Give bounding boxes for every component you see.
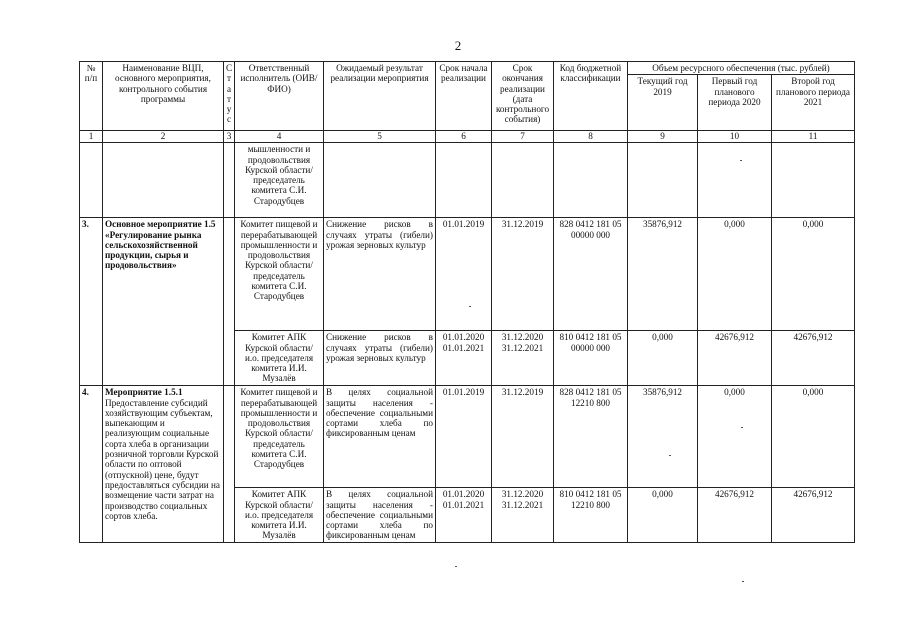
scan-speck <box>469 306 471 307</box>
colnum-9: 9 <box>628 131 698 143</box>
row4b-2019: 0,000 <box>628 488 698 543</box>
row4-2019: 35876,912 <box>628 386 698 488</box>
row3-num: 3. <box>80 218 103 386</box>
continuation-executor: мышленности и продовольствия Курской области/ председатель комитета С.И. Стародубцев <box>235 143 324 218</box>
row4-executor: Комитет пищевой и перерабатывающей промышленности и продовольствия Курской области/ председатель комитета С.И. Стародубцев <box>235 386 324 488</box>
row3-name: Основное мероприятие 1.5 «Регулирование рынка сельскохозяйственной продукции, сырья и продовольствия» <box>103 218 224 386</box>
row3-2020: 0,000 <box>698 218 772 331</box>
header-num: № п/п <box>80 62 103 131</box>
row4-2021: 0,000 <box>772 386 855 488</box>
colnum-5: 5 <box>324 131 436 143</box>
header-start: Срок начала реализации <box>436 62 492 131</box>
row4-start: 01.01.2019 <box>436 386 492 488</box>
scan-speck <box>669 455 671 456</box>
resource-table <box>79 61 855 543</box>
colnum-3: 3 <box>224 131 235 143</box>
colnum-6: 6 <box>436 131 492 143</box>
row4-kbk: 828 0412 181 05 12210 800 <box>554 386 628 488</box>
header-2021: Второй год планового периода 2021 <box>772 75 855 131</box>
table-row <box>80 218 855 331</box>
row3b-2021: 42676,912 <box>772 331 855 386</box>
colnum-2: 2 <box>103 131 224 143</box>
colnum-10: 10 <box>698 131 772 143</box>
row3-result: Снижение рисков в случаях утраты (гибели) урожая зерновых культур <box>324 218 436 331</box>
row3b-end: 31.12.2020 31.12.2021 <box>492 331 554 386</box>
row3b-result: Снижение рисков в случаях утраты (гибели) урожая зерновых культур <box>324 331 436 386</box>
scan-speck <box>455 566 457 567</box>
header-row <box>80 62 855 75</box>
table-row <box>80 143 855 218</box>
row4b-end: 31.12.2020 31.12.2021 <box>492 488 554 543</box>
page-number: 2 <box>454 38 462 53</box>
scan-speck <box>741 427 743 428</box>
row4b-kbk: 810 0412 181 05 12210 800 <box>554 488 628 543</box>
row4-name-text: Предоставление субсидий хозяйствующим субъектам, выпекающим и реализующим социальные сорта хлеба в организации розничной торговли Курской области по оптовой (отпускной) цене, будут предоставляться субсидии на возмещение части затрат на производство социальных сортов хлеба. <box>105 397 220 521</box>
row4-name <box>103 386 224 543</box>
colnum-1: 1 <box>80 131 103 143</box>
row4b-result: В целях социальной защиты населения - обеспечение социальными сортами хлеба по фиксированным ценам <box>324 488 436 543</box>
header-resources: Объем ресурсного обеспечения (тыс. рублей) <box>628 62 855 75</box>
row4-num: 4. <box>80 386 103 543</box>
column-number-row <box>80 131 855 143</box>
header-2020: Первый год планового периода 2020 <box>698 75 772 131</box>
scan-speck <box>742 581 744 582</box>
row3b-executor: Комитет АПК Курской области/ и.о. председателя комитета И.И. Музалёв <box>235 331 324 386</box>
header-name: Наименование ВЦП, основного мероприятия, контрольного события программы <box>103 62 224 131</box>
row3b-kbk: 810 0412 181 05 00000 000 <box>554 331 628 386</box>
row4-name-title: Мероприятие 1.5.1 <box>105 387 183 398</box>
row3-executor: Комитет пищевой и перерабатывающей промышленности и продовольствия Курской области/ председатель комитета С.И. Стародубцев <box>235 218 324 331</box>
row3b-2020: 42676,912 <box>698 331 772 386</box>
header-executor: Ответственный исполнитель (ОИВ/ФИО) <box>235 62 324 131</box>
row3-2019: 35876,912 <box>628 218 698 331</box>
header-status: С т а т у с <box>224 62 235 131</box>
row3b-2019: 0,000 <box>628 331 698 386</box>
colnum-4: 4 <box>235 131 324 143</box>
row3-start: 01.01.2019 <box>436 218 492 331</box>
header-2019: Текущий год 2019 <box>628 75 698 131</box>
colnum-7: 7 <box>492 131 554 143</box>
row3-kbk: 828 0412 181 05 00000 000 <box>554 218 628 331</box>
row4-end: 31.12.2019 <box>492 386 554 488</box>
row4b-start: 01.01.2020 01.01.2021 <box>436 488 492 543</box>
row4-2020: 0,000 <box>698 386 772 488</box>
row4b-2021: 42676,912 <box>772 488 855 543</box>
colnum-8: 8 <box>554 131 628 143</box>
row4-result: В целях социальной защиты населения - обеспечение социальными сортами хлеба по фиксированным ценам <box>324 386 436 488</box>
table-row <box>80 386 855 488</box>
scan-speck <box>740 160 742 161</box>
row3-2021: 0,000 <box>772 218 855 331</box>
header-end: Срок окончания реализации (дата контрольного события) <box>492 62 554 131</box>
row3b-start: 01.01.2020 01.01.2021 <box>436 331 492 386</box>
row3-end: 31.12.2019 <box>492 218 554 331</box>
header-kbk: Код бюджетной классификации <box>554 62 628 131</box>
row4b-executor: Комитет АПК Курской области/ и.о. председателя комитета И.И. Музалёв <box>235 488 324 543</box>
row4b-2020: 42676,912 <box>698 488 772 543</box>
colnum-11: 11 <box>772 131 855 143</box>
header-result: Ожидаемый результат реализации мероприятия <box>324 62 436 131</box>
